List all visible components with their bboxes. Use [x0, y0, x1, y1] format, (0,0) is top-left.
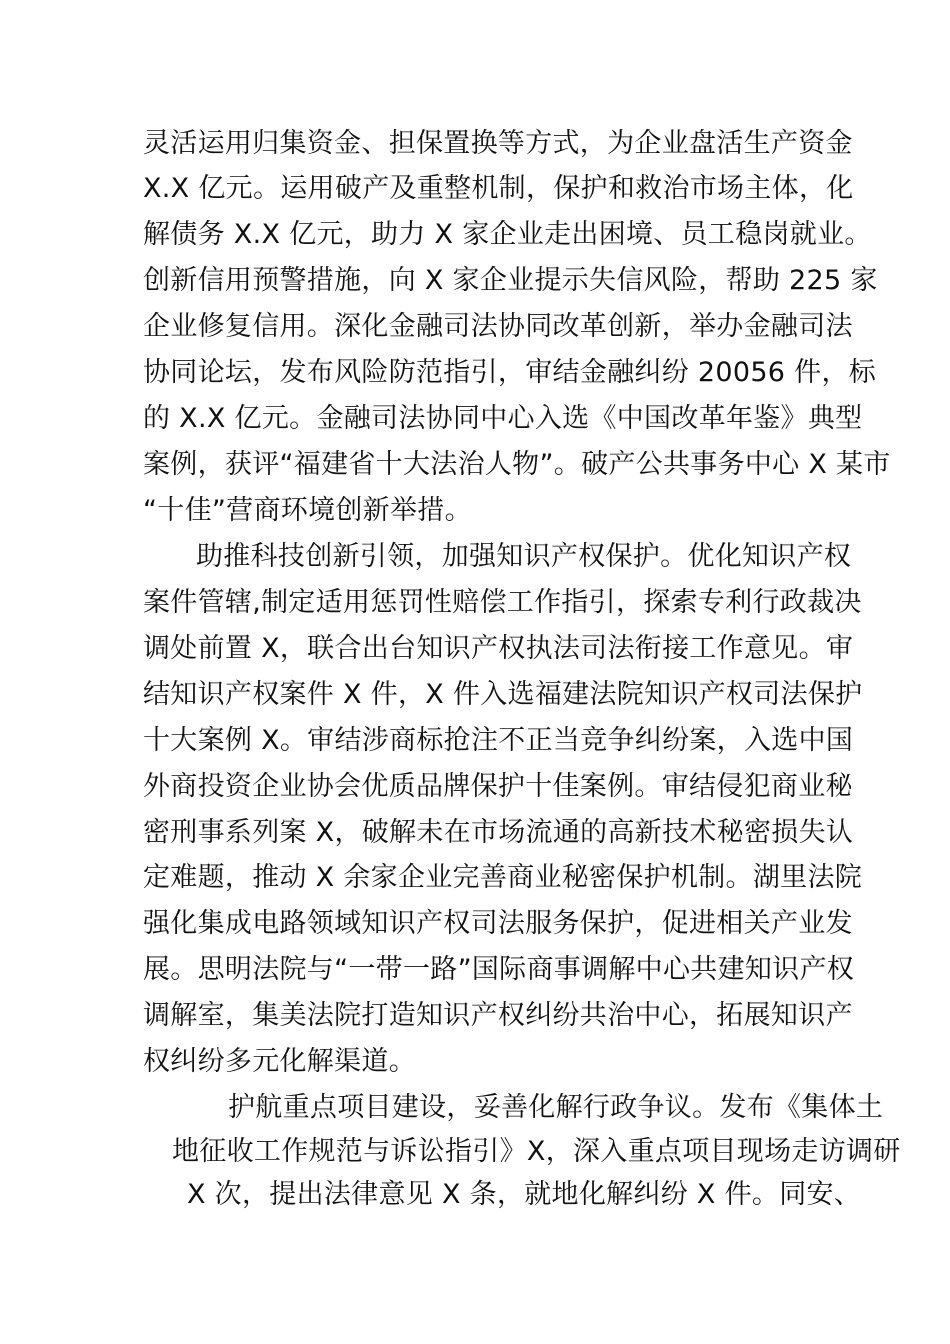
text-line: 展。思明法院与“一带一路”国际商事调解中心共建知识产权	[143, 954, 855, 985]
text-line: 密刑事系列案 X，破解未在市场流通的高新技术秘密损失认	[143, 817, 854, 848]
text-line: 企业修复信用。深化金融司法协同改革创新，举办金融司法	[143, 311, 853, 342]
text-line: 解债务 X.X 亿元，助力 X 家企业走出困境、员工稳岗就业。	[143, 219, 872, 250]
text-line: 地征收工作规范与诉讼指引》X，深入重点项目现场走访调研	[172, 1136, 901, 1167]
text-line: 结知识产权案件 X 件，X 件入选福建法院知识产权司法保护	[143, 679, 863, 710]
text-line: X 次，提出法律意见 X 条，就地化解纠纷 X 件。同安、	[187, 1179, 862, 1210]
text-line: X.X 亿元。运用破产及重整机制，保护和救治市场主体，化	[143, 173, 854, 204]
text-line: 定难题，推动 X 余家企业完善商业秘密保护机制。湖里法院	[143, 862, 863, 893]
text-line: 调解室，集美法院打造知识产权纠纷共治中心，拓展知识产	[143, 1000, 853, 1031]
text-line: 强化集成电路领域知识产权司法服务保护，促进相关产业发	[143, 908, 853, 939]
text-line: 案件管辖,制定适用惩罚性赔偿工作指引，探索专利行政裁决	[143, 587, 862, 618]
text-line: 协同论坛，发布风险防范指引，审结金融纠纷 20056 件，标	[143, 357, 877, 388]
text-line: 外商投资企业协会优质品牌保护十佳案例。审结侵犯商业秘	[143, 771, 853, 802]
text-line: 的 X.X 亿元。金融司法协同中心入选《中国改革年鉴》典型	[143, 403, 863, 434]
text-line: 案例，获评“福建省十大法治人物”。破产公共事务中心 X 某市	[143, 449, 891, 480]
text-line: 助推科技创新引领，加强知识产权保护。优化知识产权	[196, 541, 852, 572]
text-line: 十大案例 X。审结涉商标抢注不正当竞争纠纷案，入选中国	[143, 725, 854, 756]
text-line: “十佳”营商环境创新举措。	[143, 495, 472, 526]
text-line: 权纠纷多元化解渠道。	[143, 1046, 416, 1077]
text-line: 调处前置 X，联合出台知识产权执法司法衔接工作意见。审	[143, 633, 854, 664]
text-line: 创新信用预警措施，向 X 家企业提示失信风险，帮助 225 家	[143, 265, 878, 296]
text-line: 护航重点项目建设，妥善化解行政争议。发布《集体土	[228, 1092, 884, 1123]
text-line: 灵活运用归集资金、担保置换等方式，为企业盘活生产资金	[143, 128, 853, 159]
